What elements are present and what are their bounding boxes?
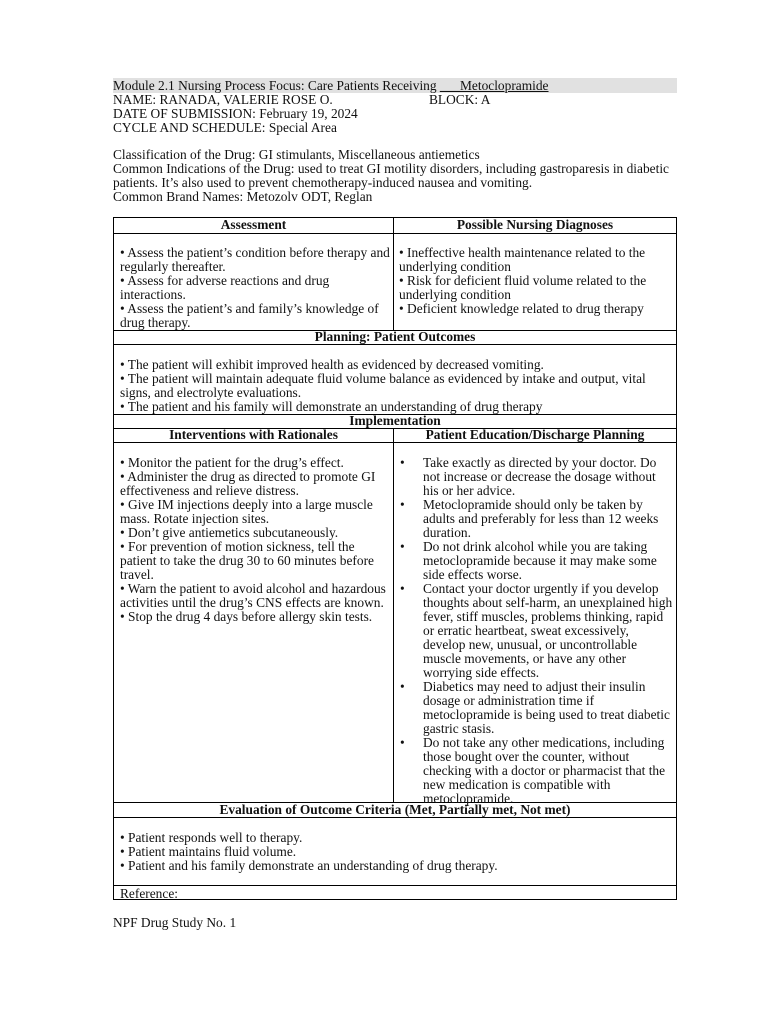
diagnosis-item: • Deficient knowledge related to drug therapy xyxy=(399,301,644,316)
drug-indications: Common Indications of the Drug: used to treat GI motility disorders, including gastroparesis in diabetic patients. It’s also used to prevent chemotherapy-induced nausea and vomiting. xyxy=(113,161,669,190)
intervention-item: • Stop the drug 4 days before allergy skin tests. xyxy=(120,609,373,624)
planning-header: Planning: Patient Outcomes xyxy=(314,329,476,344)
education-item: • Take exactly as directed by your doctor. Do not increase or decrease the dosage without his or her advice. xyxy=(400,455,657,498)
table-rule xyxy=(114,233,676,234)
interventions-header: Interventions with Rationales xyxy=(169,427,338,442)
assessment-item: • Assess the patient’s condition before therapy and regularly thereafter. xyxy=(120,245,390,274)
table-rule xyxy=(114,817,676,818)
list-bullet: • xyxy=(400,679,405,694)
assessment-header: Assessment xyxy=(220,217,287,232)
intervention-item: • Monitor the patient for the drug’s effect. xyxy=(120,455,344,470)
intervention-item: • Warn the patient to avoid alcohol and hazardous activities until the drug’s CNS effects are known. xyxy=(120,581,386,610)
column-divider xyxy=(393,218,394,330)
column-divider xyxy=(393,428,394,802)
education-list xyxy=(399,456,674,806)
evaluation-item: • Patient responds well to therapy. xyxy=(120,830,303,845)
page-footer: NPF Drug Study No. 1 xyxy=(113,915,237,930)
education-item: • Metoclopramide should only be taken by adults and preferably for less than 12 weeks duration. xyxy=(400,497,659,540)
interventions-list xyxy=(120,456,390,624)
submission-date: DATE OF SUBMISSION: February 19, 2024 xyxy=(113,106,358,121)
intervention-item: • Give IM injections deeply into a large muscle mass. Rotate injection sites. xyxy=(120,497,373,526)
module-title-prefix: Module 2.1 Nursing Process Focus: Care Patients Receiving xyxy=(113,78,440,93)
diagnoses-header: Possible Nursing Diagnoses xyxy=(456,217,614,232)
diagnoses-list xyxy=(399,246,671,316)
education-item: • Diabetics may need to adjust their insulin dosage or administration time if metoclopramide is being used to treat diabetic gastric stasis. xyxy=(400,679,670,736)
table-rule xyxy=(114,344,676,345)
diagnosis-item: • Ineffective health maintenance related to the underlying condition xyxy=(399,245,646,274)
list-bullet: • xyxy=(400,735,405,750)
drug-classification: Classification of the Drug: GI stimulants, Miscellaneous antiemetics xyxy=(113,147,480,162)
table-rule xyxy=(114,885,676,886)
drug-info xyxy=(113,148,679,204)
assessment-item: • Assess the patient’s and family’s knowledge of drug therapy. xyxy=(120,301,379,330)
evaluation-list xyxy=(120,831,672,873)
evaluation-item: • Patient maintains fluid volume. xyxy=(120,844,297,859)
education-item: • Do not take any other medications, including those bought over the counter, without checking with a doctor or pharmacist that the new medication is compatible with metoclopramide. xyxy=(400,735,666,806)
planning-item: • The patient and his family will demonstrate an understanding of drug therapy xyxy=(120,399,543,414)
intervention-item: • For prevention of motion sickness, tell the patient to take the drug 30 to 60 minutes before travel. xyxy=(120,539,374,582)
evaluation-item: • Patient and his family demonstrate an understanding of drug therapy. xyxy=(120,858,498,873)
assessment-list xyxy=(120,246,390,330)
module-drug-name: ___Metoclopramide xyxy=(439,78,549,93)
nursing-process-table xyxy=(113,217,677,900)
planning-item: • The patient will maintain adequate fluid volume balance as evidenced by intake and output, vital signs, and electrolyte evaluations. xyxy=(120,371,646,400)
assessment-item: • Assess for adverse reactions and drug interactions. xyxy=(120,273,330,302)
diagnosis-item: • Risk for deficient fluid volume related to the underlying condition xyxy=(399,273,647,302)
table-rule xyxy=(114,442,676,443)
list-bullet: • xyxy=(400,539,405,554)
planning-item: • The patient will exhibit improved health as evidenced by decreased vomiting. xyxy=(120,357,544,372)
planning-list xyxy=(120,358,672,414)
student-name: NAME: RANADA, VALERIE ROSE O. xyxy=(113,92,333,107)
implementation-header: Implementation xyxy=(349,413,441,428)
list-bullet: • xyxy=(400,581,405,596)
education-item: • Do not drink alcohol while you are taking metoclopramide because it may make some side effects worse. xyxy=(400,539,657,582)
intervention-item: • Administer the drug as directed to promote GI effectiveness and relieve distress. xyxy=(120,469,376,498)
reference-label: Reference: xyxy=(120,886,178,901)
cycle-schedule: CYCLE AND SCHEDULE: Special Area xyxy=(113,120,337,135)
education-item: • Contact your doctor urgently if you develop thoughts about self-harm, an unexplained high fever, stiff muscles, problems thinking, rapid or erratic heartbeat, sweat excessively, develop new, unusual, or uncontrollable muscle movements, or have any other worrying side effects. xyxy=(400,581,673,680)
module-title xyxy=(113,78,677,93)
evaluation-header: Evaluation of Outcome Criteria (Met, Partially met, Not met) xyxy=(219,802,571,817)
list-bullet: • xyxy=(400,455,405,470)
education-header: Patient Education/Discharge Planning xyxy=(425,427,645,442)
list-bullet: • xyxy=(400,497,405,512)
block-label: BLOCK: A xyxy=(429,92,491,107)
drug-brand-names: Common Brand Names: Metozolv ODT, Reglan xyxy=(113,189,373,204)
intervention-item: • Don’t give antiemetics subcutaneously. xyxy=(120,525,339,540)
